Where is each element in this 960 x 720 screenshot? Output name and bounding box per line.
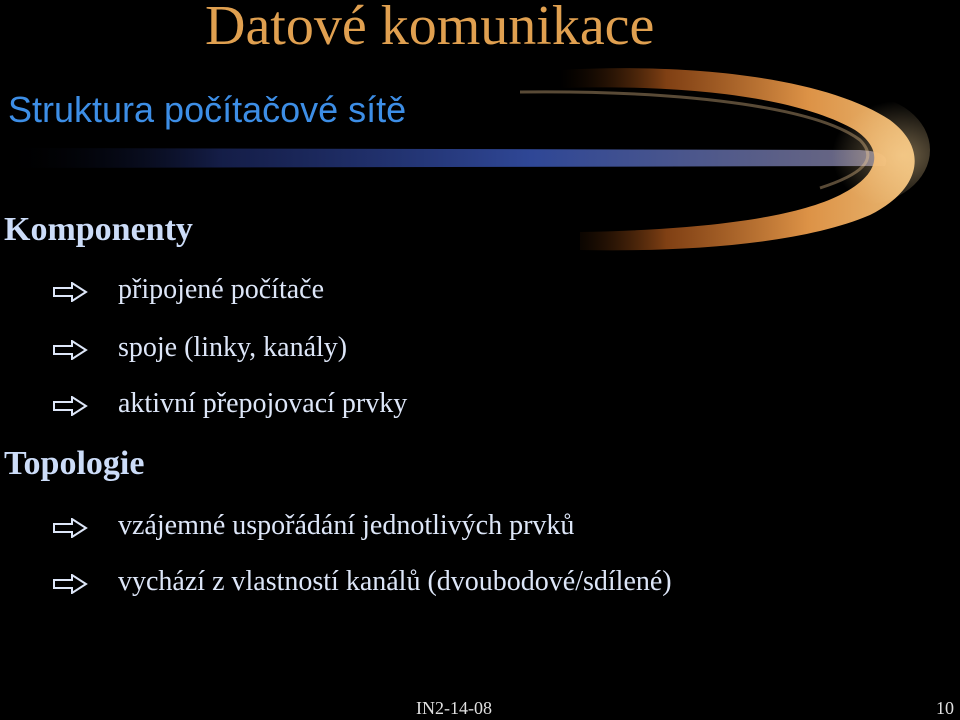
hollow-right-arrow-icon (52, 396, 88, 416)
hollow-right-arrow-icon (52, 574, 88, 594)
list-item (0, 384, 900, 424)
page-number: 10 (936, 698, 954, 718)
list-item (0, 506, 900, 546)
slide-subtitle: Struktura počítačové sítě (8, 89, 407, 130)
list-item (0, 328, 900, 368)
hollow-right-arrow-icon (52, 340, 88, 360)
list-item (0, 270, 900, 310)
footer-code: IN2-14-08 (416, 698, 492, 718)
hollow-right-arrow-icon (52, 282, 88, 302)
hollow-right-arrow-icon (52, 518, 88, 538)
bullet-text: spoje (linky, kanály) (118, 332, 348, 363)
bullet-text: vychází z vlastností kanálů (dvoubodové/sdílené) (118, 566, 672, 597)
slide-title: Datové komunikace (205, 0, 655, 57)
bullet-text: vzájemné uspořádání jednotlivých prvků (118, 510, 575, 541)
section-heading-topologie: Topologie (4, 445, 145, 482)
bullet-text: aktivní přepojovací prvky (118, 388, 408, 419)
list-item (0, 562, 900, 602)
section-heading-komponenty: Komponenty (4, 211, 193, 248)
bullet-text: připojené počítače (118, 274, 325, 305)
